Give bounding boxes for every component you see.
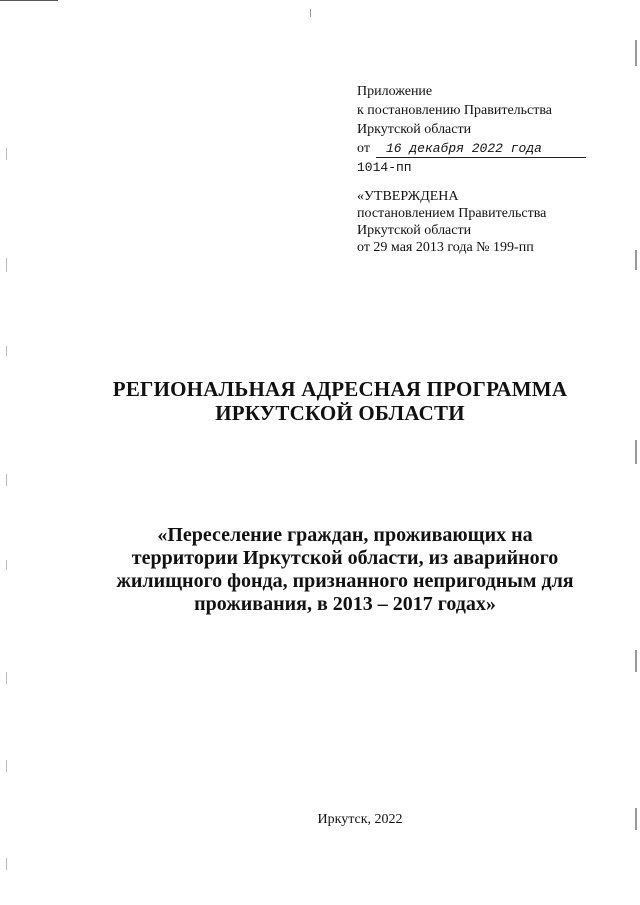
scan-edge-mark xyxy=(635,440,637,464)
annex-date-line xyxy=(357,139,627,158)
annex-resolution-ref: к постановлению Правительства xyxy=(357,103,553,118)
scan-edge-mark xyxy=(635,250,637,270)
scan-edge-mark xyxy=(635,808,637,830)
approved-heading: «УТВЕРЖДЕНА xyxy=(357,189,459,204)
scan-mark xyxy=(310,9,311,17)
approved-by: постановлением Правительства xyxy=(357,206,547,221)
annex-date-value: 16 декабря 2022 года xyxy=(376,141,586,158)
approved-date-number: от 29 мая 2013 года № 199-пп xyxy=(357,240,534,255)
annex-heading: Приложение xyxy=(357,84,433,99)
approved-region: Иркутской области xyxy=(357,223,472,238)
annex-region: Иркутской области xyxy=(357,122,472,137)
document-title xyxy=(40,377,640,425)
program-name-line: проживания, в 2013 – 2017 годах» xyxy=(194,593,496,615)
annex-block xyxy=(357,82,627,177)
scan-edge-mark xyxy=(6,346,7,356)
scan-edge-mark xyxy=(6,760,7,772)
annex-number: 1014-пп xyxy=(357,160,412,175)
scan-edge-mark xyxy=(6,148,7,160)
scan-top-rule xyxy=(0,0,58,1)
approved-block xyxy=(357,188,627,256)
scan-edge-mark xyxy=(6,474,7,486)
annex-date-prefix: от xyxy=(357,141,370,156)
title-line: ИРКУТСКОЙ ОБЛАСТИ xyxy=(215,401,465,425)
scan-edge-mark xyxy=(6,672,7,684)
scan-edge-mark xyxy=(635,40,637,66)
scan-edge-mark xyxy=(6,858,7,870)
title-line: РЕГИОНАЛЬНАЯ АДРЕСНАЯ ПРОГРАММА xyxy=(112,377,568,401)
program-name-line: территории Иркутской области, из аварийного xyxy=(131,547,559,569)
scan-edge-mark xyxy=(635,650,637,672)
program-name-line: жилищного фонда, признанного непригодным для xyxy=(116,570,574,592)
scan-edge-mark xyxy=(6,258,7,272)
program-name-line: «Переселение граждан, проживающих на xyxy=(157,524,533,546)
scan-edge-mark xyxy=(6,560,7,570)
program-name xyxy=(80,524,610,616)
place-and-year: Иркутск, 2022 xyxy=(317,812,403,827)
